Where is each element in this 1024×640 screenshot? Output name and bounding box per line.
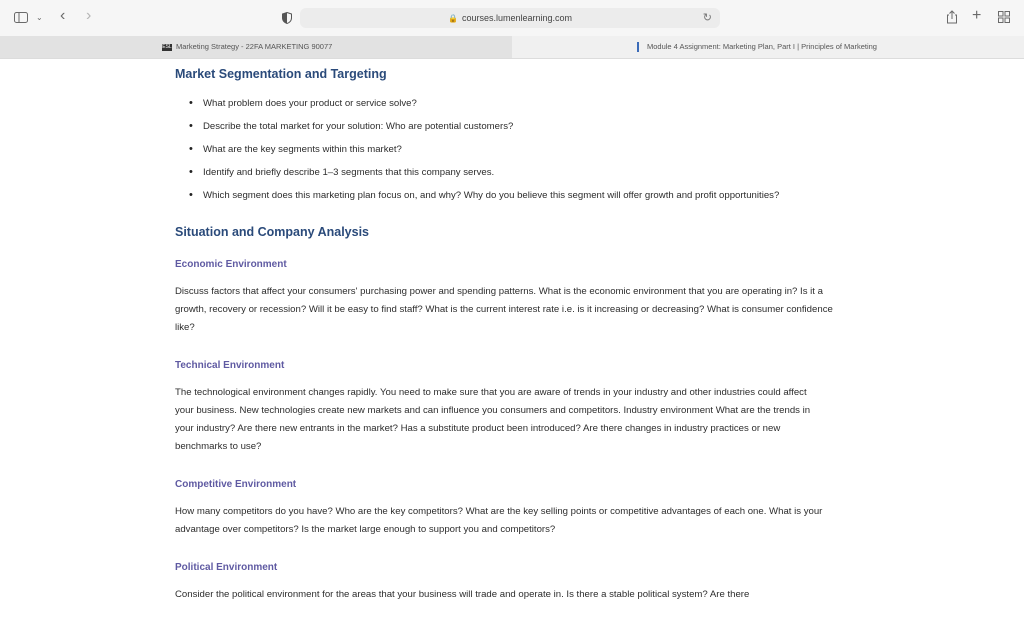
list-item: • Which segment does this marketing plan focus on, and why? Why do you believe this segment will offer growth and profit opportunities? xyxy=(175,187,855,205)
technical-environment-heading: Technical Environment xyxy=(175,359,285,371)
list-item: • Describe the total market for your solution: Who are potential customers? xyxy=(175,118,855,136)
url-text: courses.lumenlearning.com xyxy=(461,13,573,23)
sidebar-toggle-icon[interactable] xyxy=(14,11,28,25)
page-content xyxy=(175,58,855,604)
new-tab-icon[interactable]: + xyxy=(972,7,982,24)
tab-title: Module 4 Assignment: Marketing Plan, Part I | Principles of Marketing xyxy=(647,42,877,51)
share-icon[interactable] xyxy=(946,10,958,26)
market-segmentation-heading: Market Segmentation and Targeting xyxy=(175,67,387,81)
privacy-shield-icon[interactable] xyxy=(282,11,292,23)
forward-icon[interactable]: › xyxy=(86,7,92,24)
political-environment-text: Consider the political environment for the areas that your business will trade and operate in. Is there a stable political system? Are there xyxy=(175,588,750,600)
lock-icon: 🔒 xyxy=(447,14,458,23)
economic-environment-text: Discuss factors that affect your consumers' purchasing power and spending patterns. What is the economic environment that you are operating in? Is it a growth, recovery or recession? Will it be easy to find staff? What is the current interest rate i.e. is it increasing or decreasing? What is consumer confidence like? xyxy=(175,285,833,333)
tab-overview-icon[interactable] xyxy=(998,11,1010,25)
market-questions-list xyxy=(175,95,855,205)
economic-environment-heading: Economic Environment xyxy=(175,258,287,270)
tab-bar xyxy=(0,36,1024,59)
list-item: • Identify and briefly describe 1–3 segments that this company serves. xyxy=(175,164,855,182)
list-item: • What problem does your product or service solve? xyxy=(175,95,855,113)
tab-module-4-assignment[interactable] xyxy=(512,36,1024,58)
address-bar[interactable] xyxy=(300,8,720,28)
browser-toolbar xyxy=(0,0,1024,36)
competitive-environment-text: How many competitors do you have? Who are the key competitors? What are the key selling points or competitive advantages of each one. What is your advantage over competitors? Is the market large enough to support you and competitors? xyxy=(175,505,823,535)
political-environment-heading: Political Environment xyxy=(175,561,278,573)
situation-analysis-heading: Situation and Company Analysis xyxy=(175,224,370,239)
reload-icon[interactable]: ↻ xyxy=(702,12,712,24)
lumen-favicon-icon xyxy=(637,42,639,52)
tab-favicon-logo: ESL xyxy=(162,43,172,50)
tab-marketing-strategy[interactable] xyxy=(0,36,512,58)
back-icon[interactable]: ‹ xyxy=(60,7,66,24)
tab-title: Marketing Strategy - 22FA MARKETING 90077 xyxy=(176,42,333,51)
technical-environment-text: The technological environment changes rapidly. You need to make sure that you are aware of trends in your industry and other industries could affect your business. New technologies create new markets and can influence you consumers and competitors. Industry environment What are the trends in your industry? Are there new entrants in the market? Has a substitute product been introduced? Are there changes in industry practices or new benchmarks to use? xyxy=(175,386,811,452)
competitive-environment-heading: Competitive Environment xyxy=(175,478,297,490)
chevron-down-icon[interactable]: ⌄ xyxy=(36,13,43,22)
list-item: • What are the key segments within this market? xyxy=(175,141,855,159)
